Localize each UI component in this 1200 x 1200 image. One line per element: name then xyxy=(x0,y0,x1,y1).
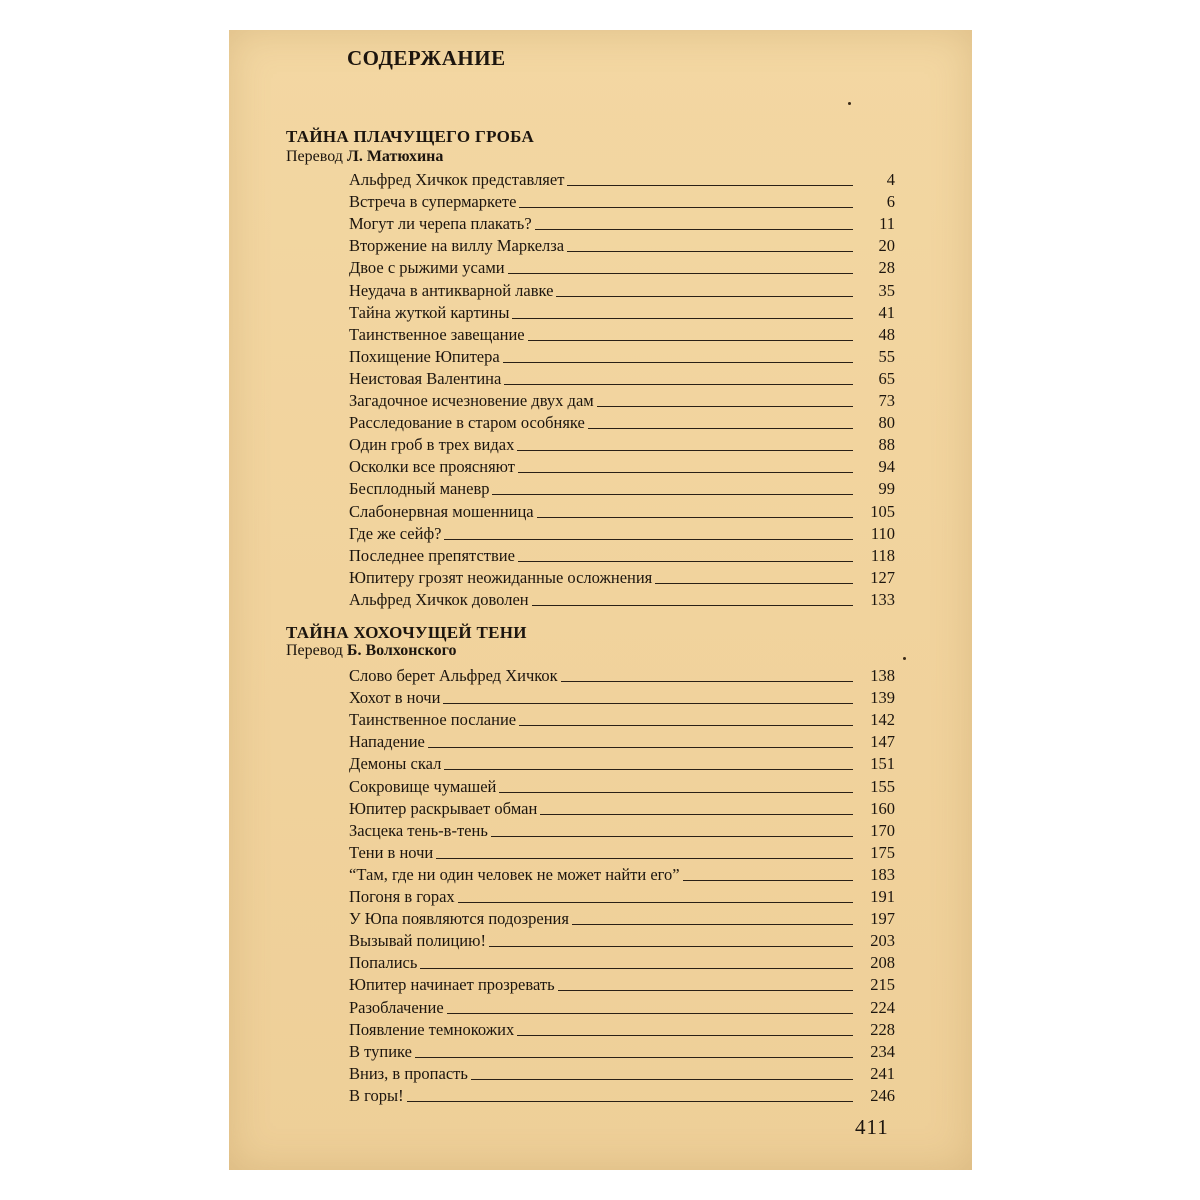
toc-entry-title: Засцека тень-в-тень xyxy=(349,820,488,840)
toc-entry xyxy=(349,212,895,234)
toc-entry-page: 127 xyxy=(870,567,895,587)
toc-entry-title: Появление темнокожих xyxy=(349,1019,515,1039)
toc-entry-page: 197 xyxy=(870,909,895,929)
toc-entry-page: 65 xyxy=(878,368,895,388)
toc-entry-title: Где же сейф? xyxy=(349,523,442,543)
toc-entry xyxy=(349,929,895,951)
book-page xyxy=(229,30,972,1170)
toc-entry-page: 80 xyxy=(878,413,895,433)
toc-entry-title: Тайна жуткой картины xyxy=(349,302,510,322)
toc-entry xyxy=(349,256,895,278)
toc-leader-line xyxy=(443,703,853,704)
toc-entry-page: 147 xyxy=(870,732,895,752)
toc-leader-line xyxy=(444,769,853,770)
toc-entry xyxy=(349,234,895,256)
toc-leader-line xyxy=(447,1013,853,1014)
toc-leader-line xyxy=(420,968,853,969)
toc-entry-title: Могут ли черепа плакать? xyxy=(349,214,532,234)
toc-entry-page: 241 xyxy=(870,1063,895,1083)
toc-entry-title: Последнее препятствие xyxy=(349,545,515,565)
toc-entry-title: В тупике xyxy=(349,1041,412,1061)
toc-entry xyxy=(349,973,895,995)
toc-entry-page: 224 xyxy=(870,997,895,1017)
toc-entry xyxy=(349,389,895,411)
toc-entry-title: Юпитер начинает прозревать xyxy=(349,975,555,995)
toc-leader-line xyxy=(492,494,853,495)
toc-entry xyxy=(349,907,895,929)
toc-leader-line xyxy=(489,946,853,947)
paper-speck xyxy=(848,102,851,105)
toc-entry xyxy=(349,774,895,796)
toc-entry xyxy=(349,1062,895,1084)
toc-leader-line xyxy=(540,814,853,815)
toc-entry-page: 118 xyxy=(870,545,895,565)
toc-entry-page: 73 xyxy=(878,391,895,411)
toc-leader-line xyxy=(512,318,853,319)
toc-entry-page: 191 xyxy=(870,887,895,907)
toc-entry-title: Таинственное завещание xyxy=(349,324,525,344)
toc-entry-title: Слабонервная мошенница xyxy=(349,501,534,521)
toc-entry-page: 142 xyxy=(870,710,895,730)
toc-leader-line xyxy=(561,681,853,682)
toc-entry-page: 139 xyxy=(870,688,895,708)
toc-leader-line xyxy=(532,605,853,606)
toc-entry-page: 35 xyxy=(878,280,895,300)
toc-entry-title: Попались xyxy=(349,953,418,973)
toc-leader-line xyxy=(556,296,853,297)
toc-entry-page: 41 xyxy=(878,302,895,322)
toc-entry-page: 88 xyxy=(878,435,895,455)
toc-leader-line xyxy=(518,472,853,473)
toc-leader-line xyxy=(655,583,853,584)
page-title: СОДЕРЖАНИЕ xyxy=(347,46,506,70)
toc-entry xyxy=(349,367,895,389)
toc-leader-line xyxy=(499,792,853,793)
toc-entry-title: Юпитеру грозят неожиданные осложнения xyxy=(349,567,653,587)
toc-leader-line xyxy=(436,858,853,859)
toc-entry-page: 110 xyxy=(870,523,895,543)
toc-entry xyxy=(349,819,895,841)
toc-entry-title: Двое с рыжими усами xyxy=(349,258,505,278)
toc-entry-title: Неудача в антикварной лавке xyxy=(349,280,554,300)
toc-leader-line xyxy=(428,747,853,748)
toc-leader-line xyxy=(503,362,853,363)
section-translator-1 xyxy=(286,148,443,166)
toc-entry xyxy=(349,301,895,323)
toc-entry-title: Похищение Юпитера xyxy=(349,346,500,366)
toc-entry-title: Расследование в старом особняке xyxy=(349,413,585,433)
toc-entry-page: 151 xyxy=(870,754,895,774)
toc-entry-title: Хохот в ночи xyxy=(349,688,441,708)
toc-leader-line xyxy=(517,450,853,451)
toc-entry-page: 160 xyxy=(870,798,895,818)
toc-entry xyxy=(349,433,895,455)
toc-entry xyxy=(349,995,895,1017)
toc-entry xyxy=(349,730,895,752)
toc-entry-title: У Юпа появляются подозрения xyxy=(349,909,569,929)
toc-leader-line xyxy=(597,406,853,407)
toc-entry-title: Разоблачение xyxy=(349,997,444,1017)
toc-entry xyxy=(349,951,895,973)
toc-leader-line xyxy=(558,990,853,991)
toc-entry-title: “Там, где ни один человек не может найти его” xyxy=(349,864,680,884)
toc-entry-page: 138 xyxy=(870,666,895,686)
toc-entry xyxy=(349,477,895,499)
toc-entry-title: Вызывай полицию! xyxy=(349,931,486,951)
toc-leader-line xyxy=(572,924,853,925)
section-translator-2 xyxy=(286,642,457,660)
toc-leader-line xyxy=(444,539,853,540)
toc-entry-page: 175 xyxy=(870,842,895,862)
toc-entry xyxy=(349,323,895,345)
toc-entry xyxy=(349,863,895,885)
toc-entry-page: 228 xyxy=(870,1019,895,1039)
toc-entry xyxy=(349,1018,895,1040)
toc-entry-page: 48 xyxy=(878,324,895,344)
translator-prefix: Перевод xyxy=(286,148,343,165)
toc-entry xyxy=(349,544,895,566)
toc-entry-title: Сокровище чумашей xyxy=(349,776,497,796)
toc-entry-title: Бесплодный маневр xyxy=(349,479,490,499)
toc-entry xyxy=(349,752,895,774)
toc-leader-line xyxy=(504,384,853,385)
toc-entry xyxy=(349,841,895,863)
toc-entry-title: Альфред Хичкок представляет xyxy=(349,170,565,190)
toc-entry xyxy=(349,686,895,708)
toc-entry-page: 94 xyxy=(878,457,895,477)
toc-entry-page: 155 xyxy=(870,776,895,796)
toc-entry-title: Вторжение на виллу Маркелза xyxy=(349,236,565,256)
toc-entry-page: 20 xyxy=(878,236,895,256)
toc-entry-title: Вниз, в пропасть xyxy=(349,1063,468,1083)
toc-leader-line xyxy=(537,517,853,518)
toc-entry xyxy=(349,797,895,819)
toc-entry-title: Загадочное исчезновение двух дам xyxy=(349,391,594,411)
toc-entry-page: 203 xyxy=(870,931,895,951)
toc-entry-page: 99 xyxy=(878,479,895,499)
toc-leader-line xyxy=(508,273,853,274)
toc-leader-line xyxy=(407,1101,853,1102)
toc-leader-line xyxy=(491,836,853,837)
toc-entry-title: Таинственное послание xyxy=(349,710,517,730)
section-heading-2: ТАЙНА ХОХОЧУЩЕЙ ТЕНИ xyxy=(286,623,527,642)
toc-entry xyxy=(349,1040,895,1062)
toc-entry xyxy=(349,708,895,730)
toc-leader-line xyxy=(415,1057,853,1058)
toc-entry xyxy=(349,885,895,907)
toc-entry xyxy=(349,168,895,190)
translator-prefix: Перевод xyxy=(286,642,343,659)
toc-entry-title: Юпитер раскрывает обман xyxy=(349,798,538,818)
toc-entry-title: Осколки все проясняют xyxy=(349,457,515,477)
toc-entry-page: 6 xyxy=(886,192,895,212)
toc-entry-title: Погоня в горах xyxy=(349,887,455,907)
toc-leader-line xyxy=(535,229,853,230)
toc-entry xyxy=(349,664,895,686)
toc-leader-line xyxy=(683,880,853,881)
section-heading-1: ТАЙНА ПЛАЧУЩЕГО ГРОБА xyxy=(286,127,535,146)
toc-entry-page: 215 xyxy=(870,975,895,995)
toc-entry xyxy=(349,1084,895,1106)
toc-entry-title: Демоны скал xyxy=(349,754,442,774)
toc-entry-page: 246 xyxy=(870,1085,895,1105)
toc-entry xyxy=(349,522,895,544)
toc-entry-page: 170 xyxy=(870,820,895,840)
toc-entry-title: Альфред Хичкок доволен xyxy=(349,589,529,609)
toc-entry-page: 105 xyxy=(870,501,895,521)
toc-entry-title: Один гроб в трех видах xyxy=(349,435,515,455)
toc-entry xyxy=(349,455,895,477)
toc-entry-page: 55 xyxy=(878,346,895,366)
toc-list-1 xyxy=(349,168,895,610)
toc-leader-line xyxy=(517,1035,853,1036)
toc-entry xyxy=(349,190,895,212)
toc-leader-line xyxy=(588,428,853,429)
toc-entry xyxy=(349,566,895,588)
translator-name: Б. Волхонского xyxy=(346,642,457,659)
toc-entry-title: Неистовая Валентина xyxy=(349,368,502,388)
translator-name: Л. Матюхина xyxy=(346,148,444,165)
toc-entry-page: 4 xyxy=(886,170,895,190)
toc-entry-page: 208 xyxy=(870,953,895,973)
toc-entry-title: Нападение xyxy=(349,732,425,752)
toc-entry-page: 133 xyxy=(870,589,895,609)
toc-leader-line xyxy=(567,185,853,186)
toc-list-2 xyxy=(349,664,895,1106)
toc-entry-title: Встреча в супермаркете xyxy=(349,192,517,212)
toc-leader-line xyxy=(567,251,853,252)
toc-entry-title: В горы! xyxy=(349,1085,404,1105)
toc-entry-title: Тени в ночи xyxy=(349,842,434,862)
toc-entry-page: 234 xyxy=(870,1041,895,1061)
toc-entry xyxy=(349,345,895,367)
toc-leader-line xyxy=(519,207,853,208)
toc-entry xyxy=(349,411,895,433)
toc-entry xyxy=(349,278,895,300)
toc-entry xyxy=(349,499,895,521)
page-number: 411 xyxy=(855,1115,889,1139)
toc-entry-page: 28 xyxy=(878,258,895,278)
toc-leader-line xyxy=(518,561,853,562)
toc-leader-line xyxy=(519,725,853,726)
toc-entry-title: Слово берет Альфред Хичкок xyxy=(349,666,558,686)
toc-leader-line xyxy=(458,902,853,903)
toc-entry-page: 11 xyxy=(879,214,895,234)
paper-speck xyxy=(903,657,906,660)
toc-leader-line xyxy=(528,340,853,341)
toc-leader-line xyxy=(471,1079,853,1080)
toc-entry-page: 183 xyxy=(870,864,895,884)
toc-entry xyxy=(349,588,895,610)
